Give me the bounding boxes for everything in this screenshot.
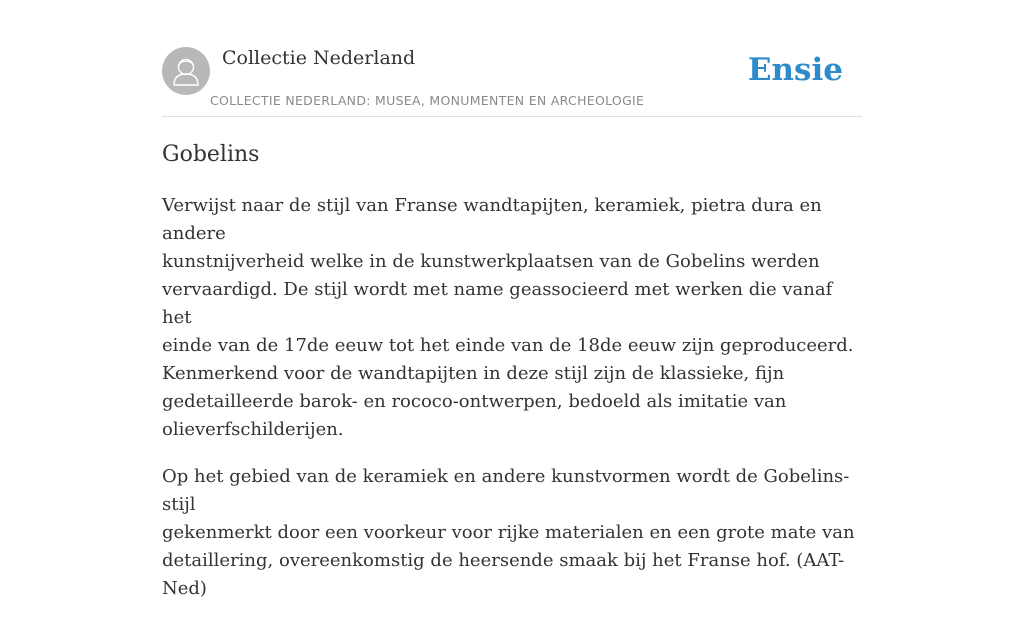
user-silhouette-icon — [162, 47, 210, 95]
source-link[interactable]: COLLECTIE NEDERLAND: MUSEA, MONUMENTEN EN ARCHEOLOGIE — [210, 93, 645, 108]
article-title: Gobelins — [162, 142, 260, 167]
author-name[interactable]: Collectie Nederland — [222, 47, 416, 69]
article-paragraph: Verwijst naar de stijl van Franse wandtapijten, keramiek, pietra dura en andere kunstnijverheid welke in de kunstwerkplaatsen van de Gobelins werden vervaardigd. De stijl wordt met name geassocieerd met werken die vanaf het einde van de 17de eeuw tot het einde van de 18de eeuw zijn geproduceerd. Kenmerkend voor de wandtapijten in deze stijl zijn de klassieke, fijn gedetailleerde barok- en rococo-ontwerpen, bedoeld als imitatie van olieverfschilderijen. — [162, 195, 854, 440]
article-paragraph: Op het gebied van de keramiek en andere kunstvormen wordt de Gobelins-stijl gekenmerkt door een voorkeur voor rijke materialen en een grote mate van detaillering, overeenkomstig de heersende smaak bij het Franse hof. (AAT-Ned) — [162, 466, 855, 599]
ensie-logo[interactable]: Ensie — [747, 52, 843, 88]
article-header — [162, 46, 862, 117]
author-avatar[interactable] — [162, 47, 210, 95]
article-body — [162, 192, 862, 622]
